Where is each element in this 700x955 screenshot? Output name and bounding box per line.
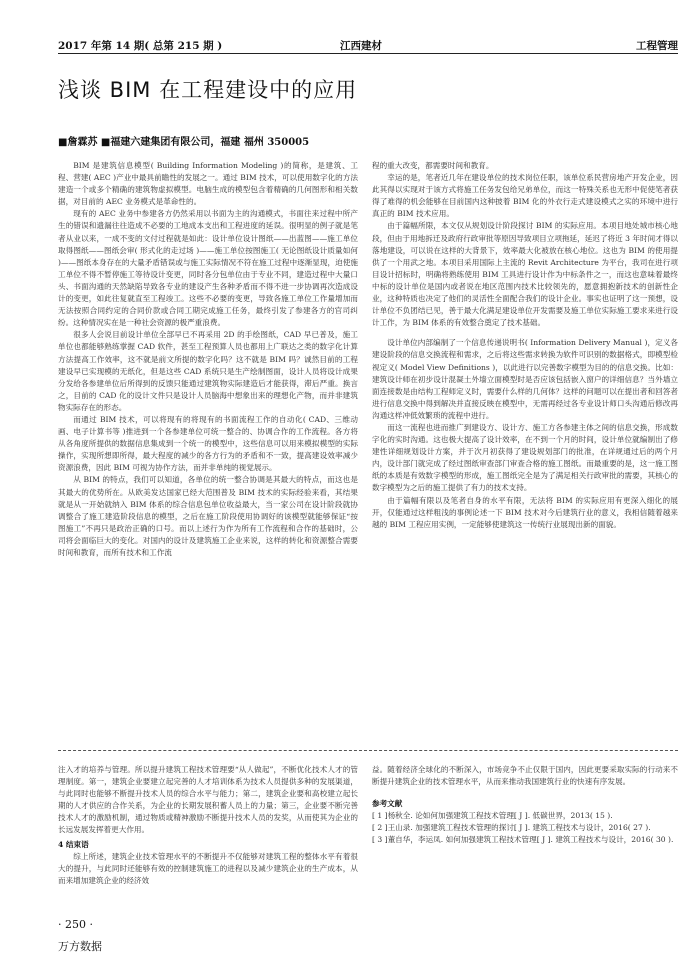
paragraph: 而这一流程也进而推广到建设方、设计方、施工方各参建主体之间的信息交换，形成数字化的实时沟通。这也极大提高了设计效率，在不到一个月的时间，设计单位就编制出了修建性详细规划设计方案，并于次月初获得了建设规划部门的批准，在详规通过后的两个月内，设计部门就完成了经过图纸审查部门审查合格的施工图纸。而最重要的是，这一施工图纸的本质是有效数字模型的形成，施工图纸完全是为了满足相关行政审批的需要，其核心的数字模型为之后的施工提供了有力的技术支持。 — [372, 422, 678, 493]
header-section: 工程管理 — [636, 40, 678, 52]
reference-item: [ 2 ]王山录. 加强建筑工程技术管理的探讨[ J ]. 建筑工程技术与设计，2016( 27 ). — [372, 823, 651, 833]
paragraph: 益。随着经济全球化的不断深入，市场竞争不止仅限于国内，因此更要采取实际的行动来不断提升建筑企业的技术管理水平，从而来推动我国建筑行业的快速有序发展。 — [372, 765, 678, 787]
page-number: · 250 · — [58, 918, 93, 931]
continued-column-left — [58, 764, 358, 906]
article-separator — [58, 750, 678, 751]
paragraph: 由于篇幅所限，本文仅从规划设计阶段探讨 BIM 的实际应用。本项目地处城市核心地段，但由于用地拆迁及政府行政审批等原因导致项目立项拖延，延迟了将近 3 年时间才得以落地建设，可以说在这样的大背景下，效率最大化被放在核心地位。这也为 BIM 的使用提供了一个用武之地。本项目采用国际上主流的 Revit Architecture 为平台，我司在进行项目设计招标时，明确将熟练使用 BIM 工具进行设计作为中标条件之一，而这也意味着最终中标的设计单位是国内或者说在地区范围内技术比较领先的，愿意拥抱新技术的创新性企业，这种特质也决定了他们的灵活性全面配合我们的设计企业。事实也证明了这一预想，设计单位不负团结已见，善于最大化满足建设单位开发需要及施工单位实际施工要求来进行设计工作，为 BIM 体系的有效整合奠定了技术基础。 — [372, 221, 678, 328]
section-heading: 4 结束语 — [58, 839, 89, 849]
body-column-left — [58, 160, 358, 748]
database-watermark: 万方数据 — [58, 940, 102, 953]
article-authors: ■詹霖苏 ■福建六建集团有限公司，福建 福州 350005 — [58, 137, 310, 148]
article-title: 浅谈 BIM 在工程建设中的应用 — [58, 78, 358, 102]
header-rule — [58, 53, 678, 54]
paragraph: 综上所述，建筑企业技术管理水平的不断提升不仅能够对建筑工程的整体水平有着很大的提升，与此同时还能够有效的控制建筑施工的进程以及减少建筑企业的生产成本，从而来增加建筑企业的经济效 — [58, 851, 358, 885]
paragraph: 设计单位内部编制了一个信息传递说明书( Information Delivery Manual )，定义各建设阶段的信息交换流程和需求，之后将这些需求转换为软件可识别的数据格式，即模型检视定义( Model View Definitions )，以此进行以完善数字模型为目的的信息交换。比如：建筑设计师在初步设计混凝土外墙立面模型时是否应该包括嵌入窗户的详细信息？当外墙立面连接数是由结构工程师定义时，需要什么样的几何体？这样的问题可以在提出者和回答者进行信息交换中得到解决并直接反映在模型中，无需再经过各专业设计师口头沟通后修改再沟通这样冲低效繁琐的流程中进行。 — [372, 338, 678, 420]
paragraph: 而通过 BIM 技术，可以将现有的将现有的书面流程工作的自动化( CAD、三维动画、电子计算书等 )推进到一个各参建单位可统一整合的、协调合作的工作流程。各方将从各角度所提供的数据信息集成到一个统一的模型中，这些信息可以用来模拟模型的实际操作，实现所想即所得，最大程度的减少的各方行为的矛盾和不一致，提高建设效率减少资源浪费，因此 BIM 可视为协作方法，而并非单纯的视觉展示。 — [58, 414, 358, 473]
paragraph: 很多人会说目前设计单位全部早已不再采用 2D 的手绘图纸，CAD 早已普及，施工单位也都能够熟练掌握 CAD 软件，甚至工程预算人员也都用上广联达之类的数字化计算方法提高工作效率，这不就是前文所提的数字化吗？这不就是 BIM 吗？诚然目前的工程建设早已实现模的无纸化，但是这些 CAD 系统只是生产绘制图面，设计人员将设计成果分发给各参建单位后所得到的反馈只能通过建筑物实际建造后才能获得，滞后严重。换言之，目前的 CAD 化的设计文件只是设计人员脑海中想象出来的理想化产物，而并非建筑物实际存在的形态。 — [58, 330, 358, 412]
paragraph: 现有的 AEC 业务中参建各方仍然采用以书面为主的沟通模式，书面往来过程中所产生的错误和遗漏往往造成不必要的工地成本支出和工程进度的延误。很明显的例子就是笔者从业以来，一成不变的文付过程就是如此：设计单位设计图纸——出蓝图——施工单位取得图纸——图纸会审( 形式化的走过场 )——施工单位按图施工( 无论图纸设计质量如何 )——图纸本身存在的大量矛盾错误或与施工实际情况不符在施工过程中逐渐显现，迫使施工单位不得不暂停施工等待设计变更，同时各分包单位由于专业不同，建造过程中大量口头、书面沟通的天然缺陷导致各专业的建设产生各种矛盾而不得不进一步协调再次造成设计的变更，如此往复就直至工程竣工。这些不必要的变更，导致各施工单位工作量增加而无法按照合同约定的合同价款或合同工期完成施工任务，最终引发了参建各方的官司纠纷。这种情况实在是一种社会资源的极严重浪费。 — [58, 209, 358, 328]
paragraph: 幸运的是，笔者近几年在建设单位的技术岗位任职，该单位系民营房地产开发企业，因此其得以实现对于该方式将施工任务发包给兄弟单位，而这一特殊关系也无形中促使笔者获得了难得的机会能够在目前国内这种披着 BIM 化的外衣行走式建设模式之实的环境中进行真正的 BIM 技术应用。 — [372, 173, 678, 219]
header-issue: 2017 年第 14 期( 总第 215 期 ) — [58, 40, 223, 52]
continued-column-right — [372, 764, 678, 906]
reference-item: [ 3 ]董自华，李运凤. 如何加强建筑工程技术管理[ J ]. 建筑工程技术与设计，2016( 30 ). — [372, 835, 674, 845]
paragraph: BIM 是建筑信息模型( Building Information Modeling )的简称，是建筑、工程、营建( AEC )产业中最具前瞻性的发展之一。通过 BIM 技术，可以使用数字化的方法建造一个或多个精确的建筑物虚拟模型。电脑生成的模型包含着精确的几何图形和相关数据，对目前的 AEC 业务模式是革命性的。 — [58, 161, 358, 207]
paragraph: 程的重大改变，都需要时间和教育。 — [372, 161, 494, 170]
paragraph: 注入才的培养与管理。所以提升建筑工程技术管理要“从人做起”，不断优化技术人才的管理制度。第一，建筑企业要建立起完善的人才培训体系为技术人员提供多种的发展渠道，与此同时也能够不断提升技术人员的综合水平与能力；第二，建筑企业要和高校建立起长期的人才供应的合作关系，为企业的长期发展积蓄人员上的力量；第三，企业要不断完善技术人才的激励机制，通过物质或精神激励不断提升技术人员的发奖，从而使其为企业的长远发展发挥着更大作用。 — [58, 765, 358, 835]
paragraph: 从 BIM 的特点，我们可以知道，各单位的统一整合协调是其最大的特点，而这也是其最大的优势所在。从欧美发达国家已经大范围普及 BIM 技术的实际经验来看，其结果就是从一开始就纳入 BIM 体系的综合信息包单位收益最大，当一家公司在设计阶段就协调整合了施工建造阶段信息的模型，之后在施工阶段使用协调好的该模型就能够保证“按图施工”不再只是政治正确的口号。而以上述行为作为所有工作流程和合作的基础时，公司将会面临巨大的变化。对国内的设计及建筑施工企业来说，这样的转化和资源整合需要时间和教育，而所有技术和工作流 — [58, 475, 358, 557]
references-heading: 参考文献 — [372, 799, 403, 809]
paragraph: 由于篇幅有限以及笔者自身的水平有限，无法将 BIM 的实际应用有更深入细化的展开，仅能通过这样粗浅的事例论述一下 BIM 技术对今后建筑行业的意义，我相信随着越来越的 BIM 工程应用实例，一定能够使建筑这一传统行业展现出新的面貌。 — [372, 495, 678, 529]
reference-item: [ 1 ]杨秋全. 论如何加强建筑工程技术管理[ J ]. 低碳世界，2013( 15 ). — [372, 811, 613, 821]
body-column-right — [372, 160, 678, 748]
header-journal: 江西建材 — [340, 40, 382, 52]
